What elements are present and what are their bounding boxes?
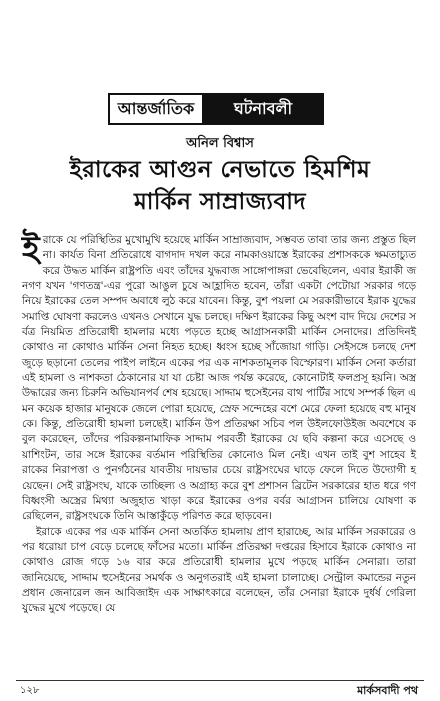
section-banner <box>108 93 324 125</box>
article-paragraph-1: ইরাকে যে পরিস্থিতির মুখোমুখি হয়েছে মার্কিন সাম্রাজ্যবাদ, সম্ভবত তাবা তার জন্য প্রস্তুত ছিল না। কার্যত বিনা প্রতিরোধে বাগদাদ দখল করে নামকাওয়াস্তে ইরাকের প্রশাসককে ক্ষমতাচ্যুত করে উদ্ধত মার্কিন রাষ্ট্রপতি এবং তাঁদের যুদ্ধবাজ সাঙ্গোপাঙ্গরা ভেবেছিলেন, এবার ইরাকী জনগণ যখন 'গণতন্ত্র'-এর পুরো আঙুল চুষে আহ্লাদিত হবেন, তাঁরা একটা পেটোয়া সরকার গড়ে নিয়ে ইরাকের তেল সম্পদ অবাধে লুঠ করে যাবেন। কিন্তু, বুশ পয়লা মে সরকারীভাবে ইরাক যুদ্ধের সমাপ্তি ঘোষণা করলেও এখনও সেখানে যুদ্ধ চলছে। দক্ষিণ ইরাকের কিছু অংশ বাদ দিয়ে দেশের সর্বত্র নিয়মিত প্রতিরোধী হামলার মধ্যে পড়তে হচ্ছে আগ্রাসনকারী মার্কিন সেনাদের। প্রতিদিনই কোথাও না কোথাও মার্কিন সেনা নিহত হচ্ছে। ধ্বংস হচ্ছে সাঁজোয়া গাড়ি। সেইসঙ্গে চলছে দেশজুড়ে ছড়ানো তেলের পাইপ লাইনে একের পর এক নাশকতামূলক বিস্ফোরণ। মার্কিন সেনা কর্তারা এই হামলা ও নাশকতা ঠেকানোর যা যা চেষ্টা আজ পর্যন্ত করেছে, কোনোটাই ফলপ্রসূ হয়নি। অস্ত্র উদ্ধারের জন্য চিরুনি অভিযানপর্ব শেষ হয়েছে। সাদ্দাম হুসেইনের বাথ পার্টির সাথে সম্পর্ক ছিল এমন কয়েক হাজার মানুষকে জেলে পোরা হয়েছে, স্রেফ সন্দেহের বশে মেরে ফেলা হয়েছে বহু মানুষকে। কিন্তু, প্রতিরোধী হামলা চলছেই। মার্কিন উপ প্রতিরক্ষা সচিব পল উইলফোউইজ অবশেষে কবুল করেছেন, তাঁদের পরিকল্পনামাফিক সাদ্দাম পরবর্তী ইরাকের যে ছবি কল্পনা করে এসেছে ওয়াশিংটন, তার সঙ্গে ইরাকের বর্তমান পরিস্থিতির কোনোও মিল নেই। এখন তাই বুশ সাহেব ইরাকের নিরাপত্তা ও পুনর্গঠনের যাবতীয় দায়ভার চেয়ে রাষ্ট্রসংঘের ঘাড়ে ফেলে দিতে উদ্যোগী হয়েছেন। সেই রাষ্ট্রসংঘ, যাকে তাচ্ছিল্য ও অগ্রাহ্য করে বুশ প্রশাসন ব্রিটেন সরকারের হাত ধরে গণবিধ্বংসী অস্ত্রের মিথ্যা অজুহাত খাড়া করে ইরাকের ওপর বর্বর আগ্রাসন চালিয়ে যোষণা করেছিলেন, রাষ্ট্রসংঘকে তিনি আস্তাকুঁড়ে পরিণত করে ছাড়বেন। <box>22 229 416 523</box>
headline-line-2: মার্কিন সাম্রাজ্যবাদ <box>133 189 307 215</box>
section-title-part1: আন্তর্জাতিক <box>110 95 204 123</box>
headline-line-1: ইরাকের আগুন নেভাতে হিমশিম <box>69 157 371 183</box>
article-paragraph-2: ইরাকে একের পর এক মার্কিন সেনা অতর্কিত হামলায় প্রাণ হারাচ্ছে, আর মার্কিন সরকারের ওপর ধরোয়া চাপ বেড়ে চলেছে ফাঁসের মতো। মার্কিন প্রতিরক্ষা দপ্তরের হিসাবে ইরাকে কোথাও না কোথাও রোজ গড়ে ১৬ বার করে প্রতিরোধী হামলার মুখে পড়ছে মার্কিন সেনারা। তারা জানিয়েছে, সাদ্দাম হুসেইনের সমর্থক ও অনুগতরাই এই হামলা চালাচ্ছে। সেন্ট্রাল কমান্ডের নতুন প্রধান জেনারেল জন আবিজাইদ এক সাক্ষাৎকারে বলেছেন, তাঁর সেনারা ইরাকে দুর্ধর্ষ গেরিলা যুদ্ধের মুখে পড়েছে। যে <box>22 525 416 615</box>
page-number: ১২৮ <box>20 685 40 696</box>
author-name: অনিল বিশ্বাস <box>186 136 254 151</box>
publication-name: মার্কসবাদী পথ <box>357 684 418 697</box>
article-body <box>22 229 416 617</box>
footer-divider <box>16 680 424 681</box>
section-title-part2: ঘটনাবলী <box>204 95 322 123</box>
